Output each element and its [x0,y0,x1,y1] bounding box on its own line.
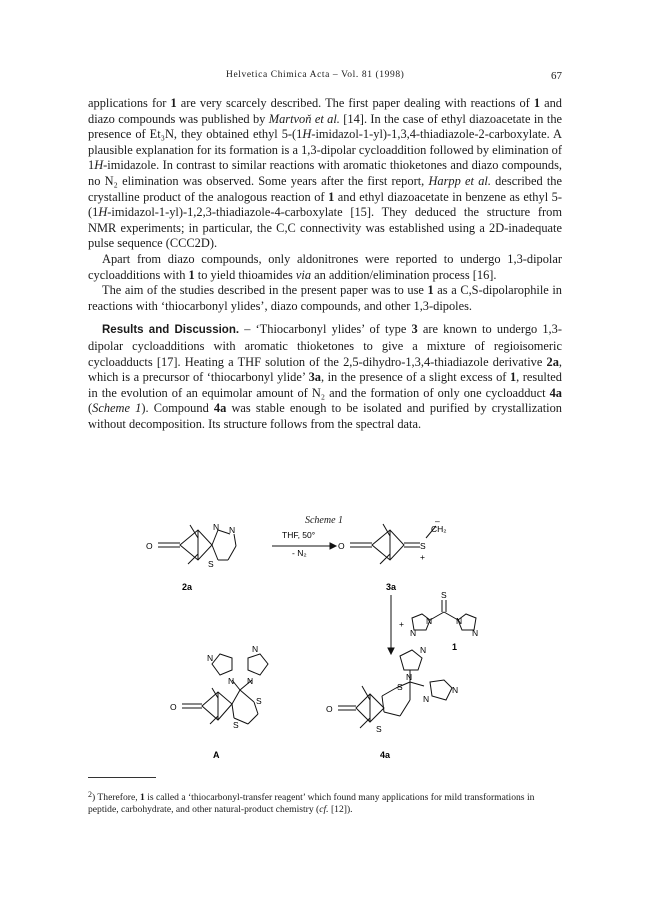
atom-N: N [472,628,479,638]
atom-S: S [420,541,426,551]
atom-S: S [397,682,403,692]
atom-O: O [146,541,153,551]
structure-4a [338,650,452,728]
atom-N: N [213,522,220,532]
atom-N: N [207,653,214,663]
compound-label-1: 1 [452,642,458,652]
atom-S: S [376,724,382,734]
atom-N: N [406,672,413,682]
paragraph: Results and Discussion. – ‘Thiocarbonyl ylides’ of type 3 are known to undergo 1,3-dipolar cycloadditions with aromatic thioketones to give a mixture of regioisomeric cycloadducts [17]. Heating a THF solution of the 2,5-dihydro-1,3,4-thiadiazole derivative 2a, which is a precursor of ‘thiocarbonyl ylide’ 3a, in the presence of a slight excess of 1, resulted in the evolution of an equimolar amount of N₂ and the formation of only one cycloadduct 4a (Scheme 1). Compound 4a was stable enough to be isolated and purified by crystallization without decomposition. Its structure follows from the spectral data. [88,322,563,431]
arrow-byproduct: - N₂ [292,548,307,558]
atom-CH2: CH₂ [431,524,447,534]
atom-N: N [229,525,236,535]
atom-N: N [452,685,459,695]
arrow-conditions: THF, 50° [282,530,316,540]
atom-S: S [441,590,447,600]
reaction-scheme [0,520,648,770]
atom-S: S [208,559,214,569]
atom-N: N [252,644,259,654]
atom-N: N [410,628,417,638]
footnote: $^2$) Therefore, 1 is called a ‘thiocarbonyl-transfer reagent’ which found many applications for mild transformations in peptide, carbohydrate, and other natural-product chemistry (cf. [12]). [88,790,535,816]
compound-label-2a: 2a [182,582,193,592]
atom-S: S [256,696,262,706]
atom-N: N [426,616,433,626]
atom-N: N [247,676,254,686]
paragraph: Apart from diazo compounds, only aldonitrones were reported to undergo 1,3-dipolar cycloadditions with 1 to yield thioamides via an addition/elimination process [16]. [88,251,562,282]
footnote-rule [88,777,156,778]
atom-N: N [228,676,235,686]
paragraph: The aim of the studies described in the present paper was to use 1 as a C,S-dipolarophile in reactions with ‘thiocarbonyl ylides’, diazo compounds, and other 1,3-dipoles. [88,283,563,313]
charge-plus: + [420,552,425,562]
page-number: 67 [551,70,562,82]
atom-N: N [423,694,430,704]
atom-N: N [420,645,427,655]
scheme-title: Scheme 1 [304,515,344,526]
structure-1 [412,600,476,630]
atom-S: S [233,720,239,730]
charge-minus: – [435,520,440,526]
plus-sign: + [399,619,404,629]
journal-title: Helvetica Chimica Acta – Vol. 81 (1998) [226,70,405,80]
compound-label-4a: 4a [380,750,391,760]
structure-2a [158,525,236,564]
atom-O: O [170,702,177,712]
atom-N: N [456,616,463,626]
structure-A [182,654,268,724]
section-heading: Results and Discussion. [102,324,240,337]
atom-O: O [338,541,345,551]
compound-label-3a: 3a [386,582,397,592]
body-text [88,96,562,432]
paragraph: applications for 1 are very scarcely described. The first paper dealing with reactions of 1 and diazo compounds was published by Martvoň et al. [14]. In the case of ethyl diazoacetate in the presence of Et₃N, they obtained ethyl 5-(1H-imidazol-1-yl)-1,3,4-thiadiazole-2-carboxylate. A plausible explanation for its formation is a 1,3-dipolar cycloaddition followed by elimination of 1H-imidazole. In contrast to similar reactions with aromatic thioketones and diazo compounds, no N₂ elimination was observed. Some years after the first report, Harpp et al. described the crystalline product of the analogous reaction of 1 and ethyl diazoacetate in benzene as ethyl 5-(1H-imidazol-1-yl)-1,2,3-thiadiazole-4-carboxylate [15]. They deduced the structure from NMR experiments; in particular, the C,C connectivity was established using a 2D-inadequate pulse sequence (CCC2D). [88,96,563,251]
footnote-mark: 2 [88,790,92,799]
atom-O: O [326,704,333,714]
compound-label-A: A [213,750,220,760]
